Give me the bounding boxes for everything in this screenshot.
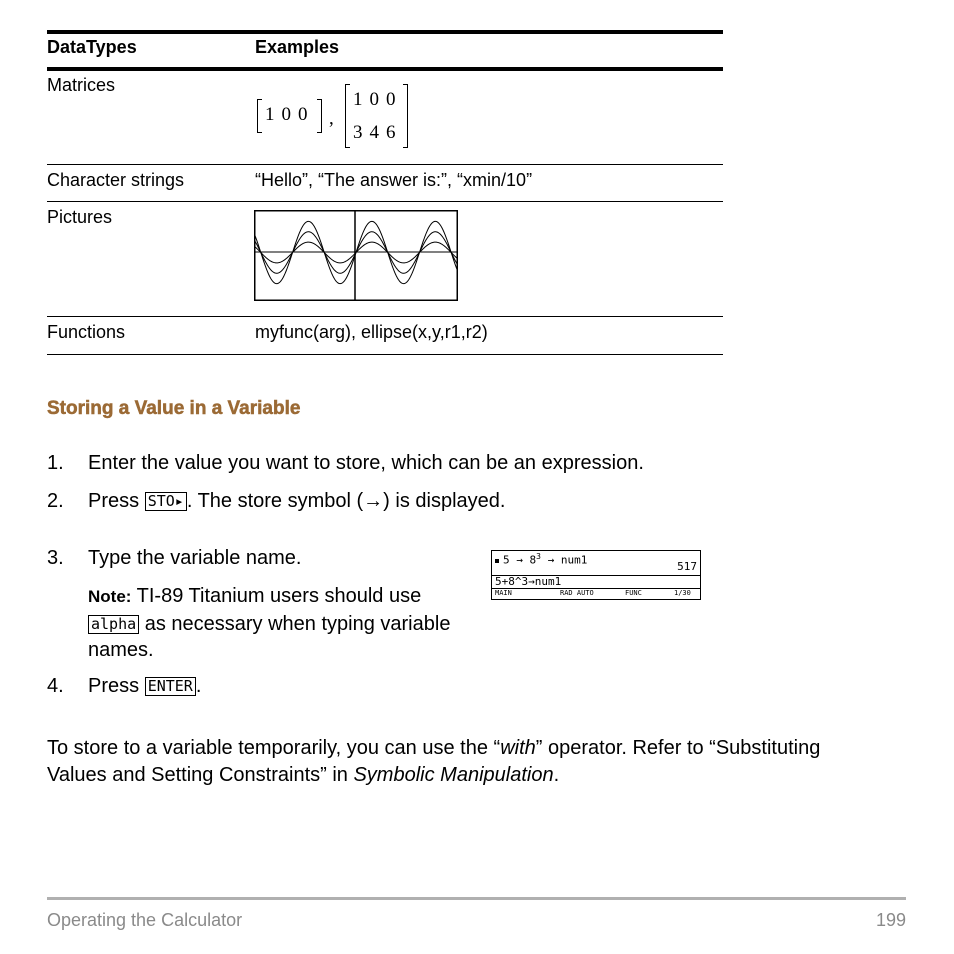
step-2-number: 2. <box>47 490 64 512</box>
symbolic-manipulation-ref: Symbolic Manipulation <box>353 764 554 786</box>
step-2-post: ) is displayed. <box>383 490 506 512</box>
status-func: FUNC <box>625 589 642 597</box>
footer-title: Operating the Calculator <box>47 910 243 930</box>
row-example-functions: myfunc(arg), ellipse(x,y,r1,r2) <box>255 322 488 342</box>
screen-entry-line: 5+8^3→num1 <box>495 575 562 588</box>
status-count: 1/30 <box>674 589 691 597</box>
status-main: MAIN <box>495 589 512 597</box>
step-2-pre: Press <box>88 490 140 512</box>
paragraph-part-4: . <box>553 764 560 786</box>
note-line-1: TI-89 Titanium users should use <box>136 585 422 607</box>
paragraph-part-3: Values and Setting Constraints” in <box>47 764 354 786</box>
row-type-matrices: Matrices <box>47 75 116 95</box>
table-header-rule <box>47 67 723 71</box>
screen-history-left: 5 → 8 <box>503 553 537 567</box>
step-1-text: Enter the value you want to store, which can be an expression. <box>88 452 644 474</box>
note-line-3: names. <box>88 639 154 661</box>
step-2-text <box>88 488 505 514</box>
screen-history-exp: 3 <box>536 552 541 561</box>
row-type-strings: Character strings <box>47 170 185 190</box>
note-line-2: as necessary when typing variable <box>144 612 451 635</box>
matrix2-cell: 4 <box>369 122 386 143</box>
table-header-examples: Examples <box>255 37 340 57</box>
note-label: Note: <box>88 587 132 606</box>
matrix1-cell: 0 <box>281 104 298 125</box>
step-1-number: 1. <box>47 452 64 474</box>
step-4-pre: Press <box>88 675 140 697</box>
note-block <box>88 583 488 664</box>
matrix-example-1 <box>257 99 325 133</box>
closing-paragraph <box>47 735 917 789</box>
screen-history-line <box>503 552 587 567</box>
row-type-pictures: Pictures <box>47 207 113 227</box>
step-4-post: . <box>195 675 202 697</box>
alpha-key: alpha <box>88 615 139 634</box>
footer-page-number: 199 <box>875 910 906 930</box>
section-title: Storing a Value in a Variable <box>47 398 301 419</box>
matrix-example-2 <box>345 84 411 150</box>
step-4-number: 4. <box>47 675 64 697</box>
store-arrow-icon: → <box>363 490 384 512</box>
with-operator-text: with <box>500 737 536 759</box>
paragraph-part-2: ” operator. Refer to “Substituting <box>535 737 821 759</box>
table-row-rule <box>47 201 723 202</box>
matrix1-cell: 0 <box>298 104 315 125</box>
table-bottom-rule <box>47 354 723 355</box>
screen-history-marker <box>495 559 499 563</box>
row-type-functions: Functions <box>47 322 126 342</box>
matrix2-cell: 0 <box>386 89 403 110</box>
table-header-datatypes: DataTypes <box>47 37 137 57</box>
screen-history-result: 517 <box>677 560 697 573</box>
table-row-rule <box>47 164 723 165</box>
step-3-text: Type the variable name. <box>88 547 302 569</box>
screen-status-divider <box>492 588 700 589</box>
matrix2-cell: 3 <box>353 122 370 143</box>
matrix2-cell: 0 <box>369 89 386 110</box>
picture-graph <box>254 210 458 301</box>
row-example-strings: “Hello”, “The answer is:”, “xmin/10” <box>255 170 533 190</box>
matrix2-cell: 6 <box>386 122 403 143</box>
paragraph-part-1: To store to a variable temporarily, you can use the “ <box>47 737 501 759</box>
screen-history-tail: → num1 <box>540 553 588 567</box>
enter-key: ENTER <box>145 677 196 696</box>
matrix1-cell: 1 <box>265 104 282 125</box>
step-3-number: 3. <box>47 547 64 569</box>
matrix2-cell: 1 <box>353 89 370 110</box>
footer-rule <box>47 897 906 900</box>
calculator-screen <box>491 550 701 600</box>
matrix-separator-comma: , <box>329 108 334 129</box>
sto-key: STO▸ <box>145 492 187 511</box>
step-2-mid: . The store symbol ( <box>186 490 364 512</box>
status-mode: RAD AUTO <box>560 589 594 597</box>
table-top-rule <box>47 30 723 34</box>
step-4-text <box>88 673 201 699</box>
table-row-rule <box>47 316 723 317</box>
